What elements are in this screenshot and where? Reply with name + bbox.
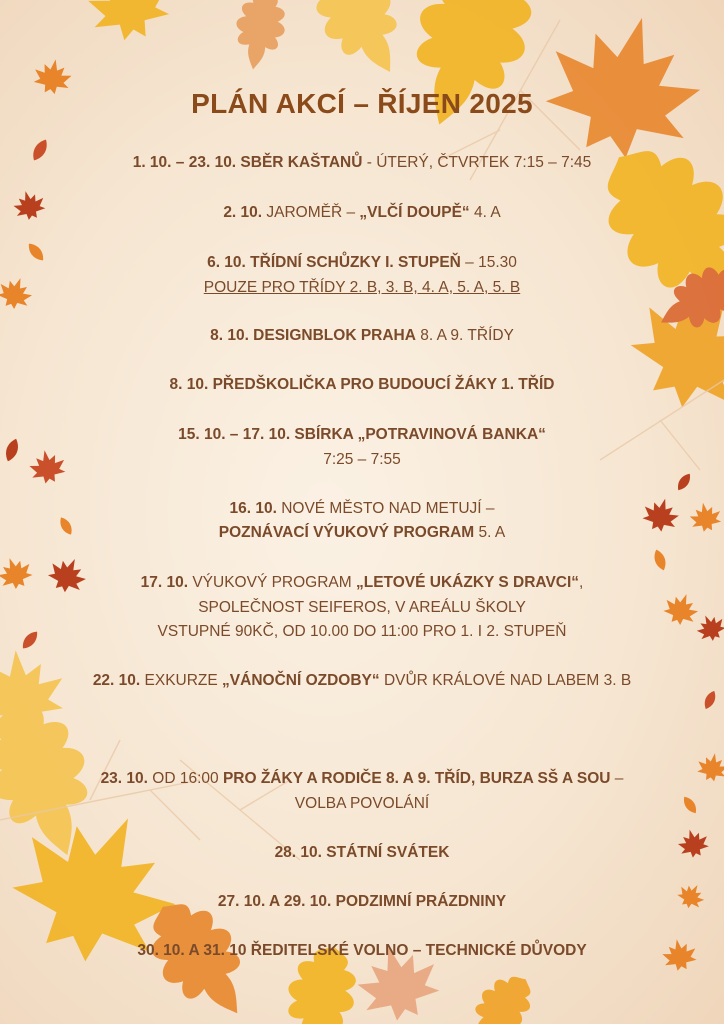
event-line xyxy=(0,769,724,789)
event-line xyxy=(0,843,724,863)
event-line xyxy=(0,499,724,519)
event-text: POZNÁVACÍ VÝUKOVÝ PROGRAM xyxy=(218,524,475,541)
event-text: 2. 10. xyxy=(223,204,263,221)
event-text: 30. 10. A 31. 10 ŘEDITELSKÉ VOLNO – TECHNICKÉ DŮVODY xyxy=(137,942,587,959)
event-text: 8. 10. DESIGNBLOK PRAHA xyxy=(210,327,416,344)
event-text: SPOLEČNOST SEIFEROS, V AREÁLU ŠKOLY xyxy=(198,599,526,616)
event-text: EXKURZE xyxy=(140,672,223,689)
event-line xyxy=(0,278,724,298)
event-line xyxy=(0,892,724,912)
event-text: OD 16:00 xyxy=(147,770,223,787)
event-line xyxy=(0,326,724,346)
event-text: 7:25 – 7:55 xyxy=(323,451,401,468)
event-text: „LETOVÉ UKÁZKY S DRAVCI“ xyxy=(355,574,580,591)
event-text: – 15.30 xyxy=(460,254,517,271)
event-line xyxy=(0,598,724,618)
event-text: „VLČÍ DOUPĚ“ xyxy=(359,204,470,221)
event-text: 16. 10. xyxy=(229,500,277,517)
page-title: PLÁN AKCÍ – ŘÍJEN 2025 xyxy=(191,88,533,119)
event-line xyxy=(0,941,724,961)
event-text: 23. 10. xyxy=(100,770,148,787)
event-line xyxy=(0,794,724,814)
event-text: VSTUPNÉ 90KČ, OD 10.00 DO 11:00 PRO 1. I 2. STUPEŇ xyxy=(157,623,567,640)
event-text: 6. 10. TŘÍDNÍ SCHŮZKY I. STUPEŇ xyxy=(207,254,461,271)
event-line xyxy=(0,622,724,642)
event-text: - ÚTERÝ, ČTVRTEK 7:15 – 7:45 xyxy=(362,154,592,171)
event-text: VOLBA POVOLÁNÍ xyxy=(294,795,430,812)
event-line xyxy=(0,450,724,470)
event-text: „VÁNOČNÍ OZDOBY“ xyxy=(222,672,380,689)
event-text: NOVÉ MĚSTO NAD METUJÍ – xyxy=(276,500,495,517)
event-text: 8. 10. PŘEDŠKOLIČKA PRO BUDOUCÍ ŽÁKY 1. TŘÍD xyxy=(169,376,555,393)
event-text: PRO ŽÁKY A RODIČE 8. A 9. TŘÍD, BURZA SŠ A SOU xyxy=(222,770,611,787)
event-line xyxy=(0,573,724,593)
event-text: 5. A xyxy=(474,524,506,541)
event-line xyxy=(0,671,724,691)
event-text: 15. 10. – 17. 10. SBÍRKA „POTRAVINOVÁ BANKA“ xyxy=(178,426,546,443)
event-text: JAROMĚŘ – xyxy=(262,204,360,221)
event-text: 22. 10. xyxy=(92,672,141,689)
event-text: 17. 10. xyxy=(140,574,189,591)
event-text: 8. A 9. TŘÍDY xyxy=(415,327,514,344)
event-line xyxy=(0,253,724,273)
event-line xyxy=(0,153,724,173)
event-text: 4. A xyxy=(469,204,501,221)
event-text: VÝUKOVÝ PROGRAM xyxy=(188,574,356,591)
event-line xyxy=(0,203,724,223)
event-line xyxy=(0,523,724,543)
event-text: DVŮR KRÁLOVÉ NAD LABEM 3. B xyxy=(379,672,632,689)
event-line xyxy=(0,375,724,395)
event-text: POUZE PRO TŘÍDY 2. B, 3. B, 4. A, 5. A, 5. B xyxy=(203,279,521,296)
event-text: 1. 10. – 23. 10. SBĚR KAŠTANŮ xyxy=(132,154,363,171)
event-text: 27. 10. A 29. 10. PODZIMNÍ PRÁZDNINY xyxy=(217,893,507,910)
event-text: 28. 10. STÁTNÍ SVÁTEK xyxy=(274,844,450,861)
event-text: – xyxy=(610,770,624,787)
event-line xyxy=(0,425,724,445)
event-text: , xyxy=(579,574,584,591)
